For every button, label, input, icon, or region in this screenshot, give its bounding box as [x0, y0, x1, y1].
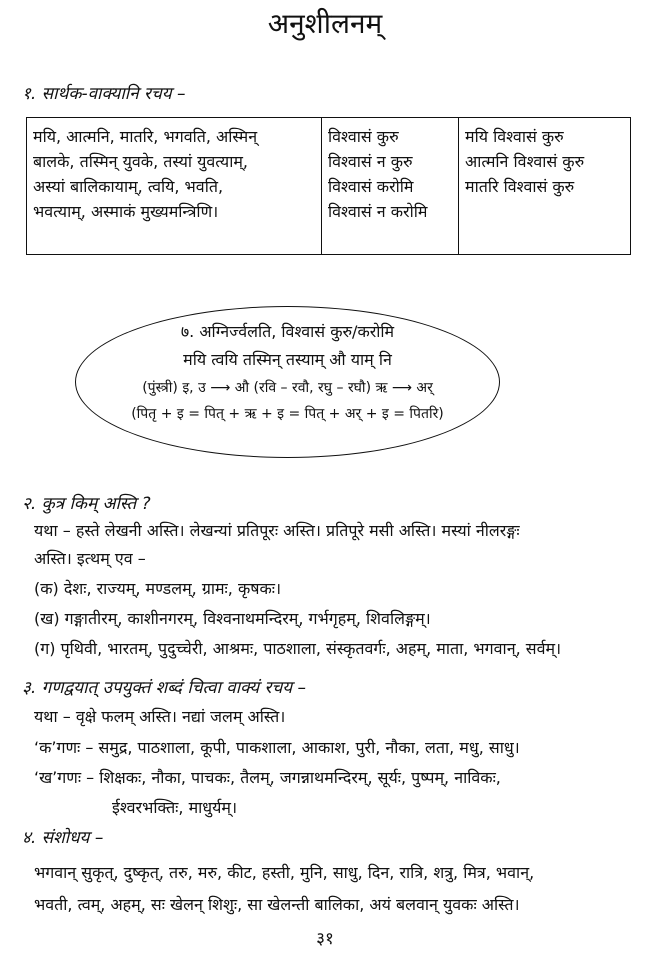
- section3-example: यथा – वृक्षे फलम् अस्ति। नद्यां जलम् अस्ति।: [34, 707, 286, 726]
- note-line-3: (पुंस्त्री) इ, उ ⟶ औ (रवि – रवौ, रघु – रघौ) ऋ ⟶ अर्: [142, 380, 433, 396]
- section2-item-kha: (ख) गङ्गातीरम्, काशीनगरम्, विश्वनाथमन्दिरम्, गर्भगृहम्, शिवलिङ्गम्।: [34, 609, 431, 628]
- page-title: अनुशीलनम्: [267, 7, 383, 40]
- section3-kha-group: ‘ख’गणः – शिक्षकः, नौका, पाचकः, तैलम्, जगन्नाथमन्दिरम्, सूर्यः, पुष्पम्, नाविकः,: [34, 768, 501, 787]
- section3-kha-group-cont: ईश्वरभक्तिः, माधुर्यम्।: [112, 798, 238, 817]
- note-line-4: (पितृ + इ = पित् + ऋ + इ = पित् + अर् + इ = पितरि): [131, 406, 444, 422]
- note-line-1: ७. अग्निर्ज्वलति, विश्वासं कुरु/करोमि: [180, 322, 395, 341]
- section2-item-ga: (ग) पृथिवी, भारतम्, पुदुच्चेरी, आश्रमः, पाठशाला, संस्कृतवर्गः, अहम्, माता, भगवान्, सर्वम्।: [34, 639, 562, 658]
- section4-line-2: भवती, त्वम्, अहम्, सः खेलन् शिशुः, सा खेलन्ती बालिका, अयं बलवान् युवकः अस्ति।: [34, 895, 520, 914]
- table-cell: बालके, तस्मिन् युवके, तस्यां युवत्याम्,: [33, 152, 248, 171]
- section2-item-ka: (क) देशः, राज्यम्, मण्डलम्, ग्रामः, कृषकः।: [34, 579, 282, 598]
- page-number: ३१: [316, 929, 334, 949]
- table-cell: विश्वासं कुरु: [328, 127, 399, 146]
- table-cell: अस्यां बालिकायाम्, त्वयि, भवति,: [33, 177, 224, 196]
- table-col-locatives: [27, 118, 322, 254]
- table-cell: विश्वासं न कुरु: [328, 152, 413, 171]
- section2-example-1: यथा – हस्ते लेखनी अस्ति। लेखन्यां प्रतिपूरः अस्ति। प्रतिपूरे मसी अस्ति। मस्यां नीलरङ्गः: [34, 521, 520, 540]
- note-line-2: मयि त्वयि तस्मिन् तस्याम् औ याम् नि: [183, 350, 392, 369]
- section3-ka-group: ‘क’गणः – समुद्र, पाठशाला, कूपी, पाकशाला, आकाश, पुरी, नौका, लता, मधु, साधु।: [34, 738, 520, 757]
- table-cell: विश्वासं करोमि: [328, 177, 414, 196]
- table-cell: मयि विश्वासं कुरु: [465, 127, 564, 146]
- table-col-examples: [459, 118, 630, 254]
- table-cell: मयि, आत्मनि, मातरि, भगवति, अस्मिन्: [33, 127, 258, 146]
- table-cell: मातरि विश्वासं कुरु: [465, 177, 575, 196]
- word-table: [26, 117, 631, 255]
- table-col-verbs: [322, 118, 459, 254]
- section2-example-2: अस्ति। इत्थम् एव –: [34, 549, 146, 568]
- section4-line-1: भगवान् सुकृत्, दुष्कृत्, तरु, मरु, कीट, हस्ती, मुनि, साधु, दिन, रात्रि, शत्रु, मित्र, भवान्,: [34, 863, 535, 882]
- section3-heading: ३. गणद्वयात् उपयुक्तं शब्दं चित्वा वाक्यं रचय –: [22, 678, 307, 698]
- table-cell: आत्मनि विश्वासं कुरु: [465, 152, 585, 171]
- table-cell: भवत्याम्, अस्माकं मुख्यमन्त्रिणि।: [33, 202, 219, 221]
- section2-heading: २. कुत्र किम् अस्ति ?: [22, 494, 151, 514]
- table-cell: विश्वासं न करोमि: [328, 202, 428, 221]
- section1-heading: १. सार्थक-वाक्यानि रचय –: [22, 84, 186, 104]
- section4-heading: ४. संशोधय –: [22, 828, 104, 848]
